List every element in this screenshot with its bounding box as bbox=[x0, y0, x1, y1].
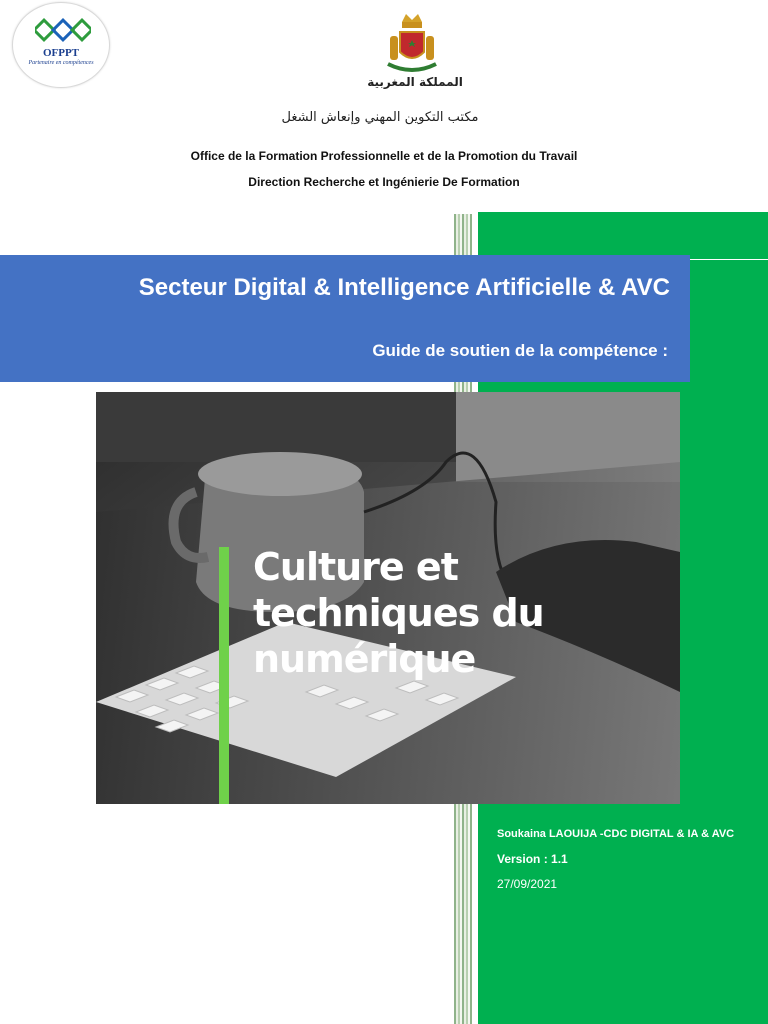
logo-name: OFPPT bbox=[42, 47, 80, 59]
accent-bar bbox=[219, 547, 229, 804]
coat-of-arms-icon bbox=[384, 10, 440, 76]
cover-title-line: Culture et bbox=[253, 545, 458, 589]
sector-title: Secteur Digital & Intelligence Artificielle & AVC bbox=[138, 274, 670, 301]
version-line: Version : 1.1 bbox=[497, 852, 568, 866]
cover-title bbox=[253, 544, 673, 682]
author-line: Soukaina LAOUIJA -CDC DIGITAL & IA & AVC bbox=[497, 828, 735, 840]
ofppt-logo bbox=[12, 2, 110, 88]
direction-name: Direction Recherche et Ingénierie De Formation bbox=[248, 175, 520, 189]
arabic-kingdom-label: المملكة المغربية bbox=[367, 75, 463, 89]
cover-title-line: numérique bbox=[253, 637, 476, 681]
logo-tagline: Partenaire en compétences bbox=[28, 60, 94, 66]
ofppt-logo-icon bbox=[35, 17, 91, 45]
cover-title-line: techniques du bbox=[253, 591, 544, 635]
date-line: 27/09/2021 bbox=[497, 877, 558, 891]
office-name: Office de la Formation Professionnelle et de la Promotion du Travail bbox=[190, 149, 578, 163]
arabic-office-label: مكتب التكوين المهني وإنعاش الشغل bbox=[281, 110, 479, 125]
guide-subtitle: Guide de soutien de la compétence : bbox=[372, 341, 668, 360]
